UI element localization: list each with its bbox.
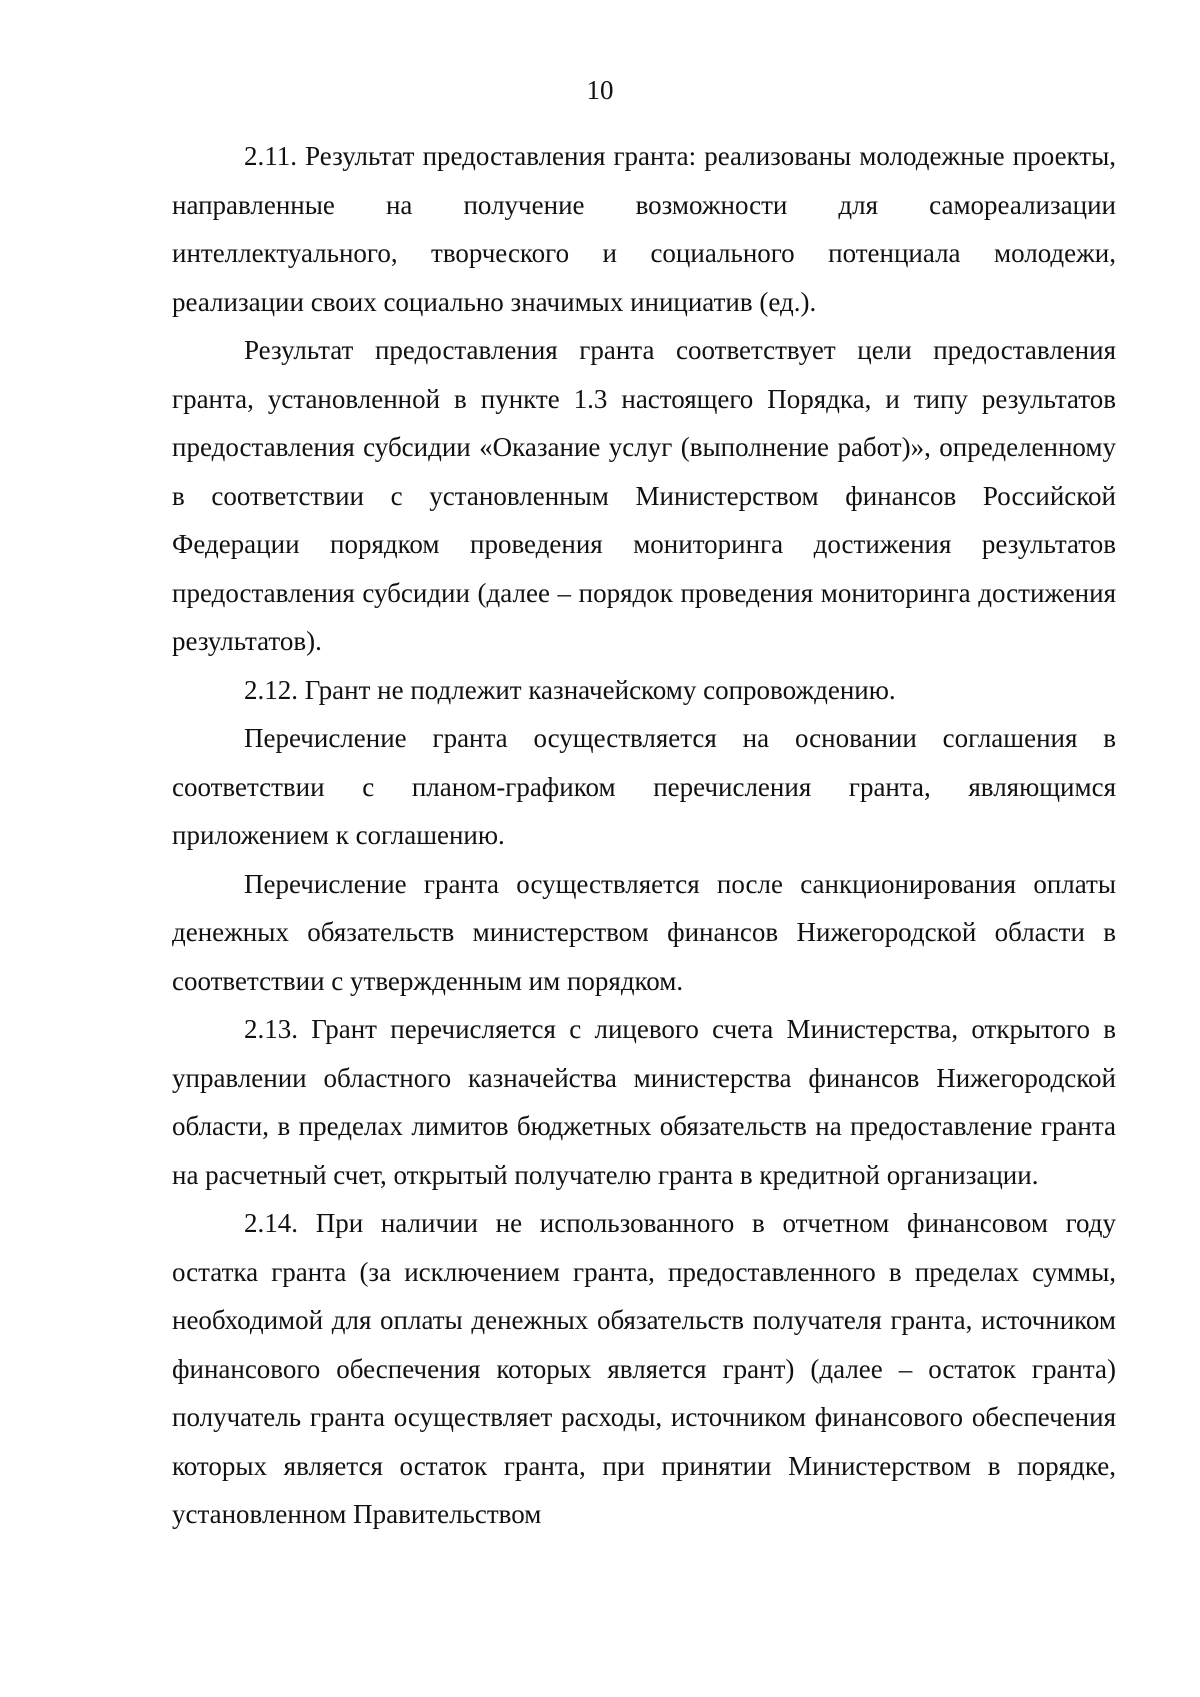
paragraph-transfer-sanction: Перечисление гранта осуществляется после санкционирования оплаты денежных обязательств министерством финансов Нижегородской области в соответствии с утвержденным им порядком. [172, 868, 1116, 996]
paragraph-2-14: 2.14. При наличии не использованного в отчетном финансовом году остатка гранта (за исключением гранта, предоставленного в пределах суммы, необходимой для оплаты денежных обязательств получателя гранта, источником финансового обеспечения которых является грант) (далее – остаток гранта) получатель гранта осуществляет расходы, источником финансового обеспечения которых является остаток гранта, при принятии Министерством в порядке, установленном Правительством [172, 1208, 1116, 1529]
page-number: 10 [586, 75, 614, 105]
paragraph-2-11: 2.11. Результат предоставления гранта: реализованы молодежные проекты, направленные на получение возможности для самореализации интеллектуального, творческого и социального потенциала молодежи, реализации своих социально значимых инициатив (ед.). [172, 141, 1116, 317]
paragraph-2-12: 2.12. Грант не подлежит казначейскому сопровождению. [244, 674, 896, 705]
paragraph-transfer-agreement: Перечисление гранта осуществляется на основании соглашения в соответствии с планом-графиком перечисления гранта, являющимся приложением к соглашению. [172, 723, 1116, 850]
paragraph-2-13: 2.13. Грант перечисляется с лицевого счета Министерства, открытого в управлении областного казначейства министерства финансов Нижегородской области, в пределах лимитов бюджетных обязательств на предоставление гранта на расчетный счет, открытый получателю гранта в кредитной организации. [172, 1014, 1116, 1190]
paragraph-result-correspondence: Результат предоставления гранта соответствует цели предоставления гранта, установленной в пункте 1.3 настоящего Порядка, и типу результатов предоставления субсидии «Оказание услуг (выполнение работ)», определенному в соответствии с установленным Министерством финансов Российской Федерации порядком проведения мониторинга достижения результатов предоставления субсидии (далее – порядок проведения мониторинга достижения результатов). [172, 335, 1116, 656]
document-body [172, 132, 1116, 1539]
